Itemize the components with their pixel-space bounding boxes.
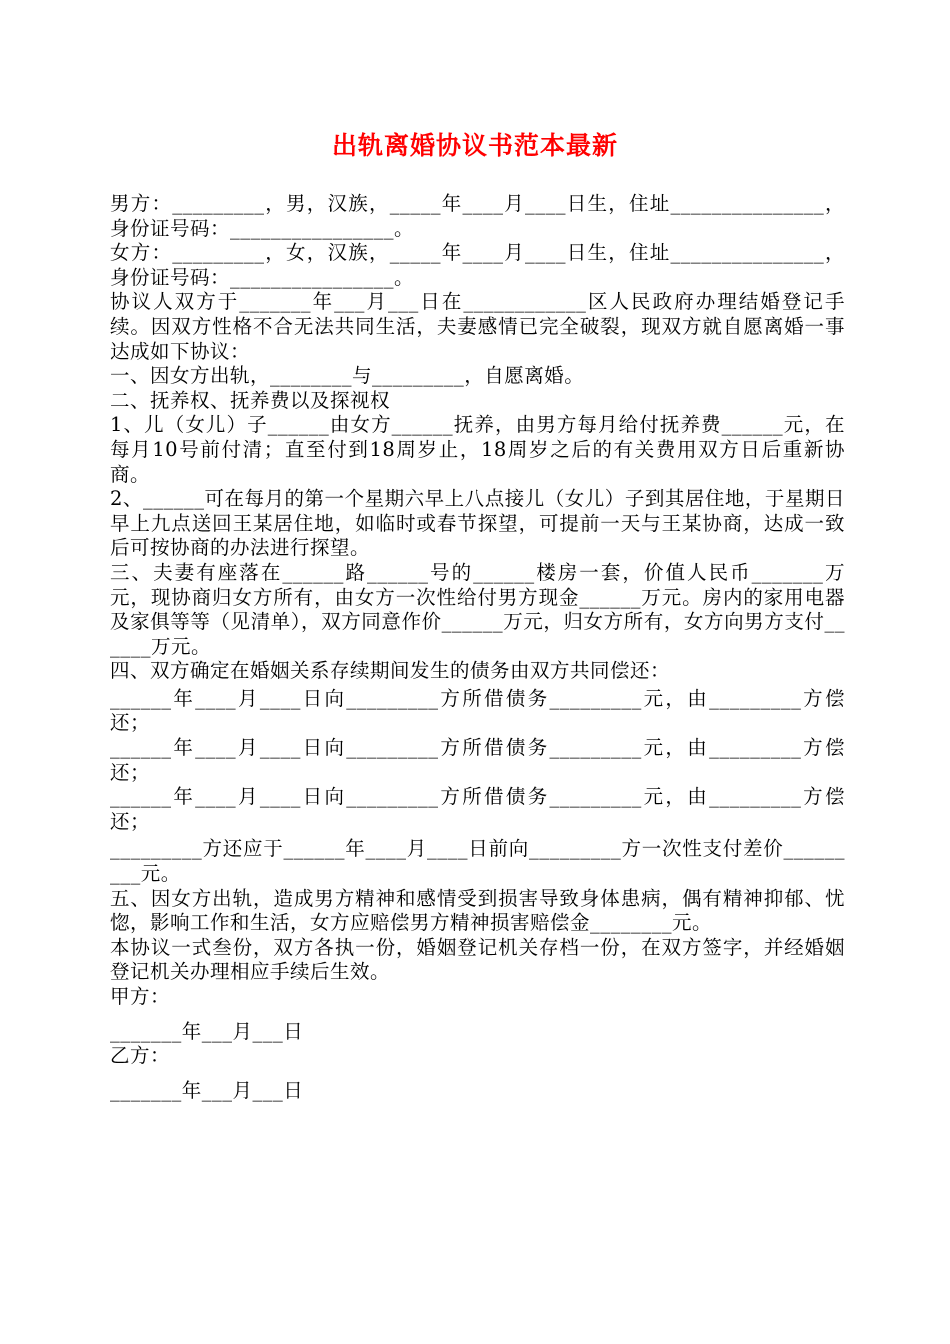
price-difference-line: _________方还应于______年____月____日前向_________方一次性支付差价_________元。 — [110, 837, 845, 886]
party-a-label: 甲方： — [110, 985, 171, 1008]
party-a-date: _______年___月___日 — [110, 1019, 304, 1043]
male-party-info: 男方：_________，男，汉族，_____年____月____日生，住址_______________，身份证号码：________________。 — [110, 192, 845, 240]
document-title: 出轨离婚协议书范本最新 — [331, 131, 618, 160]
debt-line-3: ______年____月____日向_________方所借债务_________元，由_________方偿还； — [110, 785, 845, 833]
debt-line-2: ______年____月____日向_________方所借债务_________元，由_________方偿还； — [110, 736, 845, 784]
document-body — [110, 192, 845, 1103]
clause-five: 五、因女方出轨，造成男方精神和感情受到损害导致身体患病，偶有精神抑郁、忧惚，影响工作和生活，女方应赔偿男方精神损害赔偿金________元。 — [110, 886, 845, 935]
clause-one: 一、因女方出轨，________与_________，自愿离婚。 — [110, 364, 585, 388]
clause-two-item-two: 2、______可在每月的第一个星期六早上八点接儿（女儿）子到其居住地，于星期日早上九点送回王某居住地，如临时或春节探望，可提前一天与王某协商，达成一致后可按协商的办法进行探望。 — [110, 487, 845, 560]
party-b-date: _______年___月___日 — [110, 1078, 304, 1102]
clause-two-item-one: 1、儿（女儿）子______由女方______抚养，由男方每月给付抚养费______元，在每月10号前付清；直至付到18周岁止，18周岁之后的有关费用双方日后重新协商。 — [110, 413, 845, 486]
debt-line-1: ______年____月____日向_________方所借债务_________元，由_________方偿还； — [110, 686, 845, 735]
agreement-effect: 本协议一式叁份，双方各执一份，婚姻登记机关存档一份，在双方签字，并经婚姻登记机关办理相应手续后生效。 — [110, 935, 845, 984]
agreement-preamble: 协议人双方于_______年___月___日在____________区人民政府办理结婚登记手续。因双方性格不合无法共同生活，夫妻感情已完全破裂，现双方就自愿离婚一事达成如下协议： — [110, 290, 845, 363]
female-party-info: 女方：_________，女，汉族，_____年____月____日生，住址_______________，身份证号码：________________。 — [110, 241, 845, 289]
clause-four-heading: 四、双方确定在婚姻关系存续期间发生的债务由双方共同偿还： — [110, 659, 671, 683]
party-b-label: 乙方： — [110, 1044, 171, 1068]
clause-three: 三、夫妻有座落在______路______号的______楼房一套，价值人民币_______万元，现协商归女方所有，由女方一次性给付男方现金______万元。房内的家用电器及家俱等等（见清单），双方同意作价______万元，归女方所有，女方向男方支付______万元。 — [110, 560, 845, 658]
clause-two-heading: 二、抚养权、抚养费以及探视权 — [110, 388, 391, 412]
